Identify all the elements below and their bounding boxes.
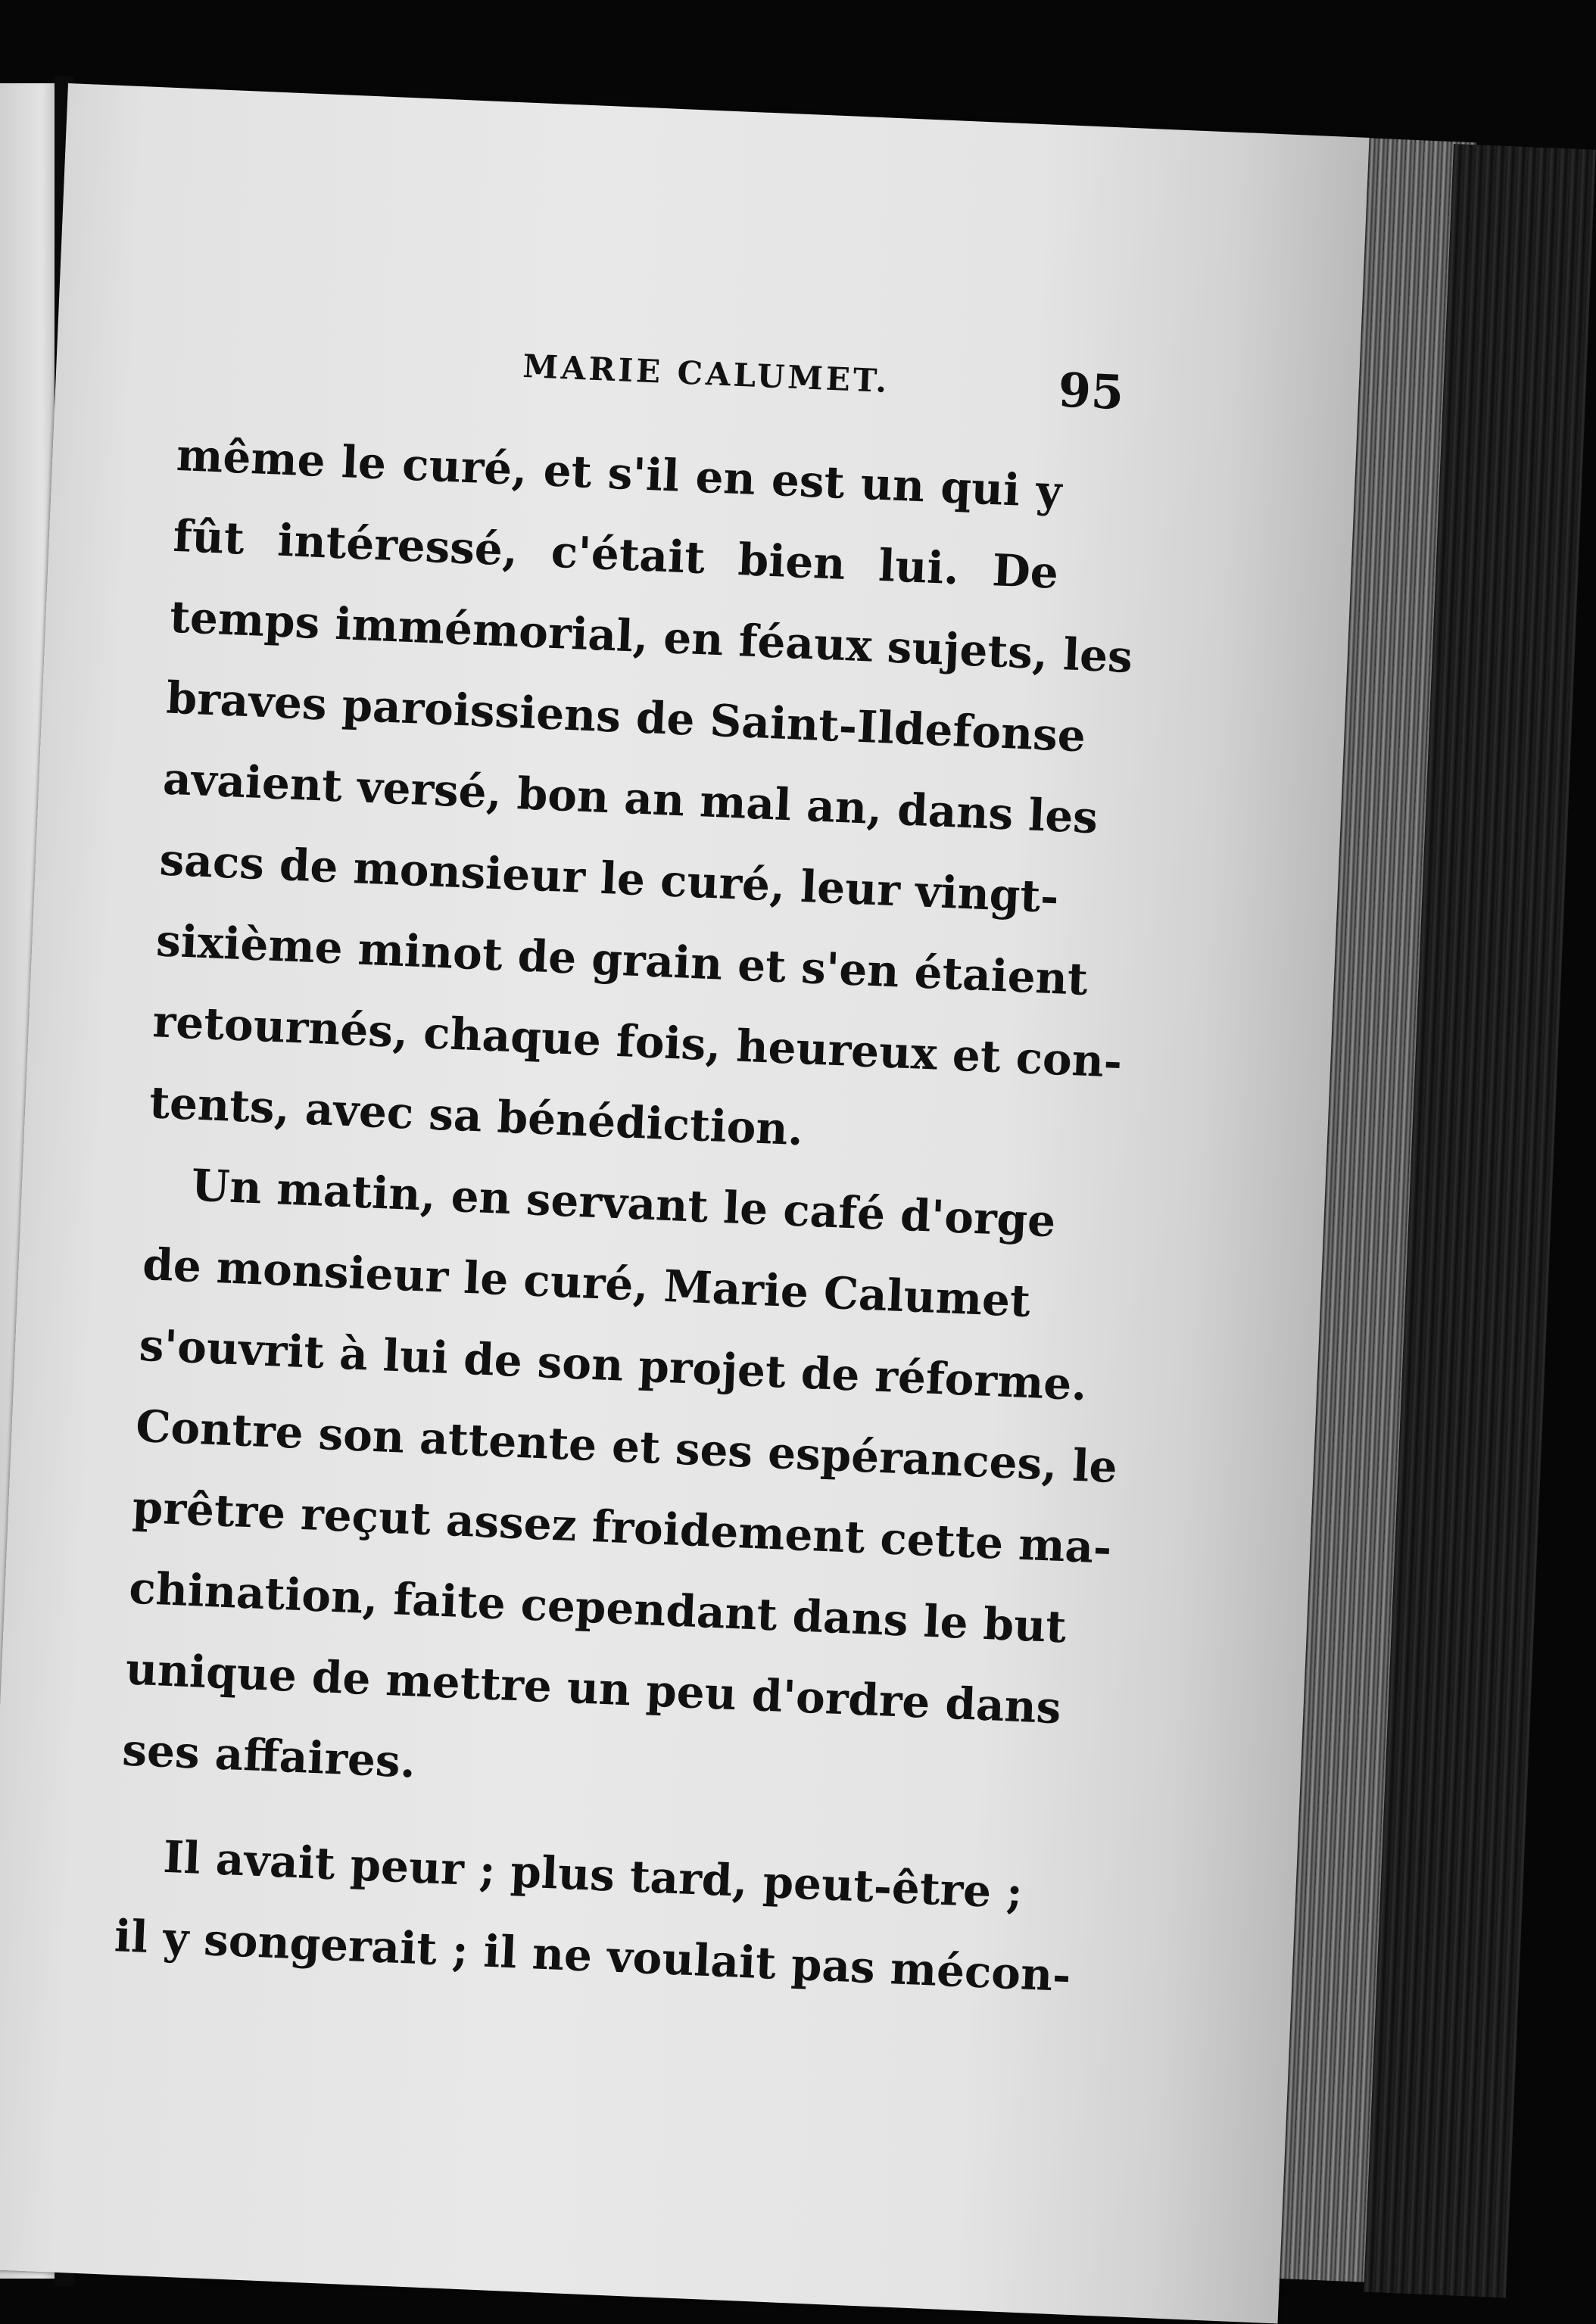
body-text	[113, 415, 1161, 2018]
text-line: de monsieur le curé, Marie Calumet	[142, 1238, 1032, 1328]
text-line: sixième minot de grain et s'en étaient	[154, 914, 1089, 1005]
paragraph	[120, 1143, 1131, 1832]
text-line: braves paroissiens de Saint-Ildefonse	[165, 671, 1087, 762]
text-line: même le curé, et s'il en est un qui y	[175, 428, 1063, 518]
text-line: unique de mettre un peu d'ordre dans	[124, 1643, 1062, 1734]
page-number: 95	[1057, 362, 1125, 421]
text-line: s'ouvrit à lui de son projet de réforme.	[138, 1319, 1088, 1411]
text-line: il y songerait ; il ne voulait pas mécon-	[113, 1910, 1072, 2002]
text-line: fût intéressé, c'était bien lui. De	[172, 509, 1060, 599]
text-line: Un matin, en servant le café d'orge	[190, 1159, 1057, 1248]
text-line: tents, avec sa bénédiction.	[148, 1076, 805, 1156]
text-line: temps immémorial, en féaux sujets, les	[168, 590, 1134, 683]
text-line: Contre son attente et ses espérances, le	[135, 1400, 1118, 1494]
text-line: sacs de monsieur le curé, leur vingt-	[158, 833, 1060, 924]
text-line: chination, faite cependant dans le but	[128, 1562, 1068, 1653]
text-line: Il avait peur ; plus tard, peut-être ;	[162, 1830, 1024, 1919]
running-title: MARIE CALUMET.	[522, 347, 891, 400]
text-line: retournés, chaque fois, heureux et con-	[151, 995, 1124, 1088]
text-line: avaient versé, bon an mal an, dans les	[161, 752, 1099, 844]
paragraph	[148, 415, 1161, 1185]
text-line: prêtre reçut assez froidement cette ma-	[131, 1481, 1113, 1574]
text-line: ses affaires.	[121, 1724, 417, 1788]
